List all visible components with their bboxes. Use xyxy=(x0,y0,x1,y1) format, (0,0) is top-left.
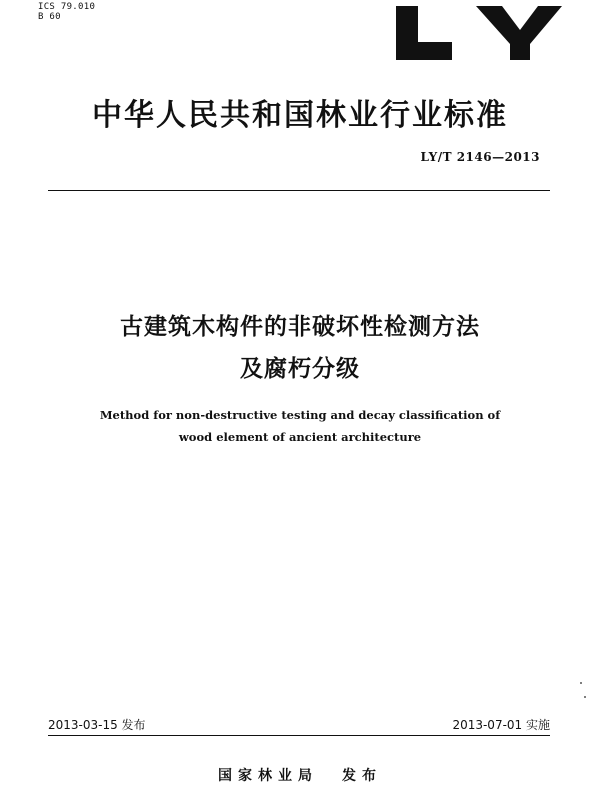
org-title: 中华人民共和国林业行业标准 xyxy=(92,98,508,133)
title-en xyxy=(60,404,540,448)
title-cn-line2: 及腐朽分级 xyxy=(240,356,360,382)
issuer-name: 国家林业局 xyxy=(218,768,318,784)
implementation-date: 2013-07-01 实施 xyxy=(452,718,550,732)
scan-speck xyxy=(584,696,586,698)
issuer-action: 发布 xyxy=(342,768,382,784)
title-en-line2: wood element of ancient architecture xyxy=(178,430,422,444)
bottom-rule xyxy=(48,735,550,736)
issuer xyxy=(0,765,600,785)
classification-codes xyxy=(38,2,95,22)
title-cn-line1: 古建筑木构件的非破坏性检测方法 xyxy=(120,314,480,340)
standard-number: LY/T 2146—2013 xyxy=(420,150,540,164)
top-rule xyxy=(48,190,550,191)
logo-text: LY xyxy=(392,0,394,1)
scan-speck xyxy=(580,682,582,684)
ccs-code: B 60 xyxy=(38,12,61,22)
ics-code: ICS 79.010 xyxy=(38,2,96,12)
ly-logo xyxy=(392,0,564,60)
issue-date: 2013-03-15 发布 xyxy=(48,718,146,732)
title-en-line1: Method for non-destructive testing and decay classification of xyxy=(99,408,501,422)
